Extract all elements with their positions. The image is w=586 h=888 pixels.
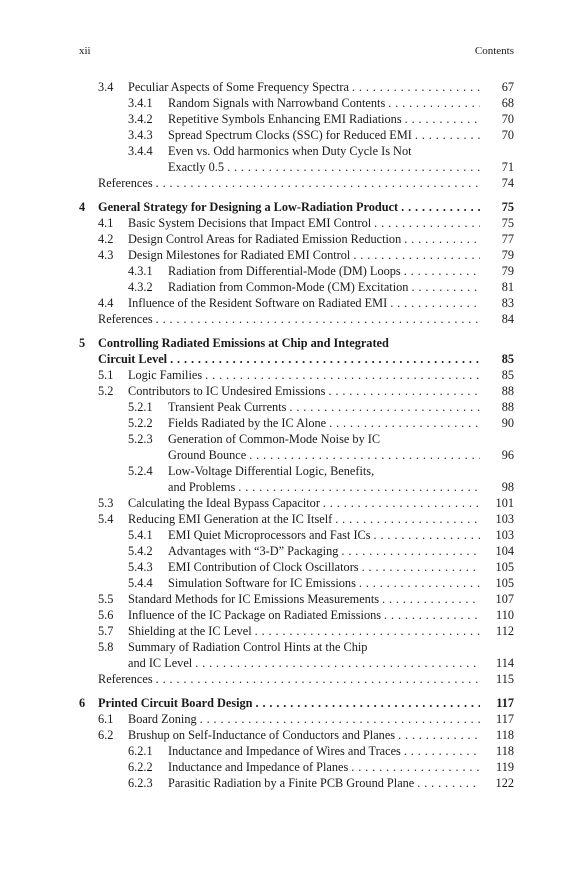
toc-entry-title: EMI Contribution of Clock Oscillators (168, 560, 362, 574)
toc-entry-page: 117 (496, 712, 514, 726)
toc-entry-number: 4.3.1 (128, 264, 153, 278)
toc-entry (79, 143, 514, 159)
toc-entry (79, 727, 514, 743)
toc-entry-page: 90 (501, 416, 514, 430)
toc-entry-title: Spread Spectrum Clocks (SSC) for Reduced EMI (168, 128, 415, 142)
toc-entry-title: and Problems (168, 480, 238, 494)
toc-entry-title: Logic Families (128, 368, 205, 382)
toc-entry-title: Design Milestones for Radiated EMI Control (128, 248, 353, 262)
toc-entry-title: Fields Radiated by the IC Alone (168, 416, 329, 430)
toc-entry-number: 3.4 (98, 80, 114, 94)
toc-entry-title: Brushup on Self-Inductance of Conductors and Planes (128, 728, 398, 742)
toc-entry-title: Random Signals with Narrowband Contents (168, 96, 388, 110)
toc-entry-number: 4.1 (98, 216, 114, 230)
toc-entry-title: Repetitive Symbols Enhancing EMI Radiations (168, 112, 405, 126)
toc-entry (79, 543, 514, 559)
toc-entry (79, 215, 514, 231)
toc-entry-page: 103 (495, 512, 514, 526)
toc-entry (79, 415, 514, 431)
toc-entry (79, 351, 514, 367)
toc-entry (79, 247, 514, 263)
toc-entry-title: General Strategy for Designing a Low-Radiation Product (98, 200, 401, 214)
toc-entry (79, 623, 514, 639)
toc-entry-title: Board Zoning (128, 712, 200, 726)
toc-entry-title: Transient Peak Currents (168, 400, 289, 414)
toc-entry (79, 695, 514, 711)
toc-entry-number: 5.4 (98, 512, 114, 526)
running-header (79, 45, 514, 61)
toc-entry-number: 5.7 (98, 624, 114, 638)
toc-entry-number: 4.2 (98, 232, 114, 246)
toc-entry-page: 85 (501, 352, 514, 366)
toc-entry (79, 463, 514, 479)
toc-entry-title: Standard Methods for IC Emissions Measurements (128, 592, 382, 606)
toc-entry (79, 79, 514, 95)
toc-entry-title: Design Control Areas for Radiated Emission Reduction (128, 232, 404, 246)
toc-entry-title: Calculating the Ideal Bypass Capacitor (128, 496, 323, 510)
toc-entry-page: 103 (495, 528, 514, 542)
toc-entry-page: 67 (501, 80, 514, 94)
toc-entry-title: Generation of Common-Mode Noise by IC (168, 432, 383, 446)
toc-entry-title: Basic System Decisions that Impact EMI Control (128, 216, 374, 230)
toc-entry-page: 105 (495, 576, 514, 590)
toc-entry (79, 95, 514, 111)
toc-entry-page: 115 (496, 672, 514, 686)
table-of-contents (79, 79, 514, 791)
toc-entry-title: Low-Voltage Differential Logic, Benefits, (168, 464, 377, 478)
toc-entry-page: 101 (495, 496, 514, 510)
toc-entry-number: 5.6 (98, 608, 114, 622)
toc-entry-number: 3.4.2 (128, 112, 153, 126)
toc-entry-number: 5.4.2 (128, 544, 153, 558)
toc-entry-page: 83 (501, 296, 514, 310)
toc-entry-page: 112 (496, 624, 514, 638)
toc-entry (79, 311, 514, 327)
toc-entry (79, 111, 514, 127)
toc-entry-number: 5.1 (98, 368, 114, 382)
toc-entry-title: Simulation Software for IC Emissions (168, 576, 359, 590)
toc-entry-page: 88 (501, 400, 514, 414)
toc-entry-number: 3.4.1 (128, 96, 153, 110)
toc-entry (79, 711, 514, 727)
toc-entry (79, 511, 514, 527)
toc-entry (79, 495, 514, 511)
toc-entry-title: References (98, 672, 156, 686)
toc-entry-page: 75 (501, 216, 514, 230)
toc-entry-page: 105 (495, 560, 514, 574)
toc-entry-number: 5.2.2 (128, 416, 153, 430)
toc-entry-title: Influence of the Resident Software on Radiated EMI (128, 296, 390, 310)
toc-entry-number: 5.5 (98, 592, 114, 606)
toc-entry-title: Shielding at the IC Level (128, 624, 255, 638)
toc-entry-title: Circuit Level (98, 352, 170, 366)
toc-entry-number: 5.4.4 (128, 576, 153, 590)
toc-entry-page: 71 (501, 160, 514, 174)
toc-entry (79, 527, 514, 543)
toc-entry-number: 5 (79, 336, 86, 350)
toc-entry-page: 70 (501, 112, 514, 126)
toc-entry (79, 759, 514, 775)
toc-entry-number: 6 (79, 696, 86, 710)
toc-entry-number: 6.2 (98, 728, 114, 742)
toc-entry-page: 81 (501, 280, 514, 294)
toc-entry (79, 447, 514, 463)
toc-entry-number: 5.2.3 (128, 432, 153, 446)
toc-entry-page: 85 (501, 368, 514, 382)
toc-entry (79, 279, 514, 295)
toc-entry-number: 4.3 (98, 248, 114, 262)
toc-entry-title: Influence of the IC Package on Radiated Emissions (128, 608, 384, 622)
toc-entry-page: 88 (501, 384, 514, 398)
toc-entry (79, 575, 514, 591)
toc-entry-title: Controlling Radiated Emissions at Chip and Integrated (98, 336, 392, 350)
toc-entry-title: EMI Quiet Microprocessors and Fast ICs (168, 528, 374, 542)
toc-entry-page: 122 (495, 776, 514, 790)
toc-entry (79, 383, 514, 399)
toc-entry-page: 96 (501, 448, 514, 462)
toc-entry-page: 107 (495, 592, 514, 606)
toc-entry-title: Inductance and Impedance of Wires and Traces (168, 744, 404, 758)
toc-entry-title: Peculiar Aspects of Some Frequency Spectra (128, 80, 352, 94)
toc-entry-title: Reducing EMI Generation at the IC Itself (128, 512, 335, 526)
toc-entry (79, 775, 514, 791)
toc-entry-number: 5.4.3 (128, 560, 153, 574)
toc-entry-number: 3.4.4 (128, 144, 153, 158)
toc-entry (79, 295, 514, 311)
toc-entry-number: 6.2.3 (128, 776, 153, 790)
toc-entry-number: 5.8 (98, 640, 114, 654)
toc-entry-number: 4 (79, 200, 86, 214)
toc-entry (79, 671, 514, 687)
toc-entry (79, 159, 514, 175)
toc-entry-title: and IC Level (128, 656, 195, 670)
toc-entry (79, 479, 514, 495)
toc-entry-title: Inductance and Impedance of Planes (168, 760, 351, 774)
toc-entry-page: 79 (501, 264, 514, 278)
toc-entry-number: 5.3 (98, 496, 114, 510)
toc-entry-title: Radiation from Common-Mode (CM) Excitation (168, 280, 411, 294)
toc-entry-page: 118 (496, 728, 514, 742)
toc-entry-page: 114 (496, 656, 514, 670)
toc-entry-page: 75 (501, 200, 514, 214)
toc-entry (79, 639, 514, 655)
toc-entry-number: 4.4 (98, 296, 114, 310)
toc-entry (79, 127, 514, 143)
toc-entry-number: 6.2.2 (128, 760, 153, 774)
toc-entry-page: 70 (501, 128, 514, 142)
toc-entry (79, 231, 514, 247)
toc-entry-number: 5.4.1 (128, 528, 153, 542)
toc-entry-page: 110 (496, 608, 514, 622)
toc-entry-title: Even vs. Odd harmonics when Duty Cycle Is Not (168, 144, 415, 158)
toc-entry-number: 6.1 (98, 712, 114, 726)
toc-entry-title: Radiation from Differential-Mode (DM) Loops (168, 264, 404, 278)
toc-entry-page: 68 (501, 96, 514, 110)
toc-entry-title: Advantages with “3-D” Packaging (168, 544, 341, 558)
toc-entry (79, 591, 514, 607)
toc-entry-number: 6.2.1 (128, 744, 153, 758)
toc-entry-number: 5.2.1 (128, 400, 153, 414)
running-title: Contents (474, 45, 514, 57)
toc-entry-title: Ground Bounce (168, 448, 249, 462)
toc-entry-title: Contributors to IC Undesired Emissions (128, 384, 328, 398)
toc-entry (79, 655, 514, 671)
toc-entry-title: Parasitic Radiation by a Finite PCB Ground Plane (168, 776, 417, 790)
toc-entry-page: 98 (501, 480, 514, 494)
toc-entry (79, 175, 514, 191)
toc-entry-page: 77 (501, 232, 514, 246)
toc-entry (79, 399, 514, 415)
toc-entry-page: 117 (496, 696, 514, 710)
toc-entry (79, 263, 514, 279)
toc-entry-page: 118 (496, 744, 514, 758)
toc-entry (79, 335, 514, 351)
toc-entry-title: Exactly 0.5 (168, 160, 227, 174)
toc-entry-page: 84 (501, 312, 514, 326)
toc-entry (79, 431, 514, 447)
toc-entry-number: 4.3.2 (128, 280, 153, 294)
toc-entry (79, 367, 514, 383)
toc-entry-number: 3.4.3 (128, 128, 153, 142)
toc-entry-number: 5.2 (98, 384, 114, 398)
toc-entry (79, 607, 514, 623)
toc-entry-title: References (98, 312, 156, 326)
toc-entry-page: 119 (496, 760, 514, 774)
toc-entry-title: Summary of Radiation Control Hints at the Chip (128, 640, 370, 654)
toc-entry-title: Printed Circuit Board Design (98, 696, 256, 710)
toc-entry-page: 104 (495, 544, 514, 558)
page-number-roman: xii (79, 45, 91, 57)
toc-entry (79, 743, 514, 759)
toc-entry (79, 199, 514, 215)
toc-entry-title: References (98, 176, 156, 190)
toc-entry-number: 5.2.4 (128, 464, 153, 478)
toc-entry-page: 79 (501, 248, 514, 262)
toc-entry-page: 74 (501, 176, 514, 190)
toc-entry (79, 559, 514, 575)
